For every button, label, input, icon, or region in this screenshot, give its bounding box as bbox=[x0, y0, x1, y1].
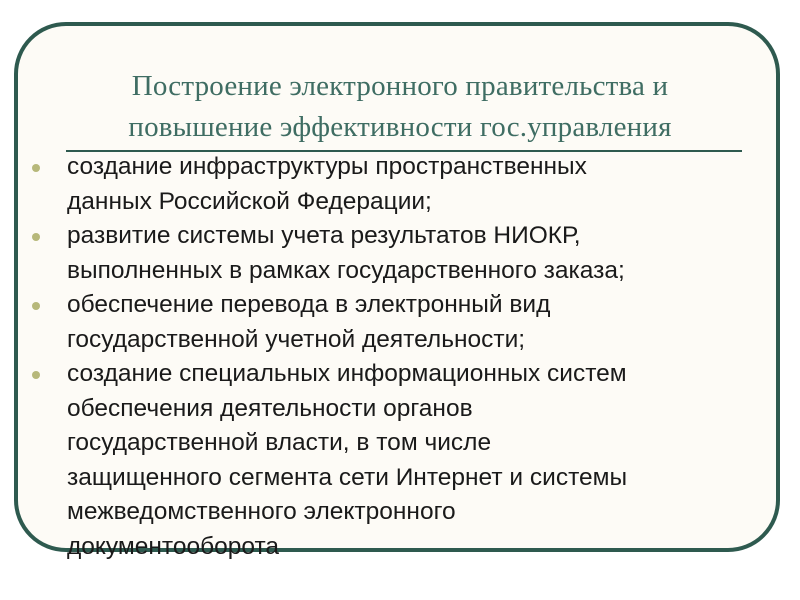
bullet-dot-icon bbox=[32, 302, 40, 310]
bullet-item bbox=[30, 219, 790, 288]
bullet-item bbox=[30, 150, 790, 219]
bullet-text-line: создание инфраструктуры пространственных bbox=[67, 153, 587, 180]
bullet-dot-icon bbox=[32, 164, 40, 172]
bullet-text-line: государственной власти, в том числе bbox=[67, 429, 492, 456]
bullet-item bbox=[30, 357, 790, 564]
slide-title bbox=[40, 66, 760, 148]
bullet-text-line: защищенного сегмента сети Интернет и системы bbox=[67, 463, 628, 491]
bullet-text-line: данных Российской Федерации; bbox=[67, 187, 432, 215]
slide-title-line: Построение электронного правительства и bbox=[131, 70, 669, 102]
bullet-dot-icon bbox=[32, 371, 40, 379]
bullet-text-line: выполненных в рамках государственного заказа; bbox=[67, 256, 625, 284]
bullet-text-line: межведомственного электронного bbox=[67, 498, 456, 525]
bullet-text-line: обеспечения деятельности органов bbox=[67, 394, 473, 422]
bullet-text-line: обеспечение перевода в электронный вид bbox=[67, 291, 551, 318]
bullet-item bbox=[30, 288, 790, 357]
bullet-dot-icon bbox=[32, 233, 40, 241]
bullet-text-line: развитие системы учета результатов НИОКР, bbox=[67, 222, 581, 249]
bullet-text-line: документооборота bbox=[67, 532, 280, 560]
slide-title-line: повышение эффективности гос.управления bbox=[128, 111, 672, 143]
bullet-text-line: государственной учетной деятельности; bbox=[67, 325, 526, 353]
bullet-text-line: создание специальных информационных систем bbox=[67, 360, 627, 387]
bullet-list bbox=[30, 150, 790, 564]
